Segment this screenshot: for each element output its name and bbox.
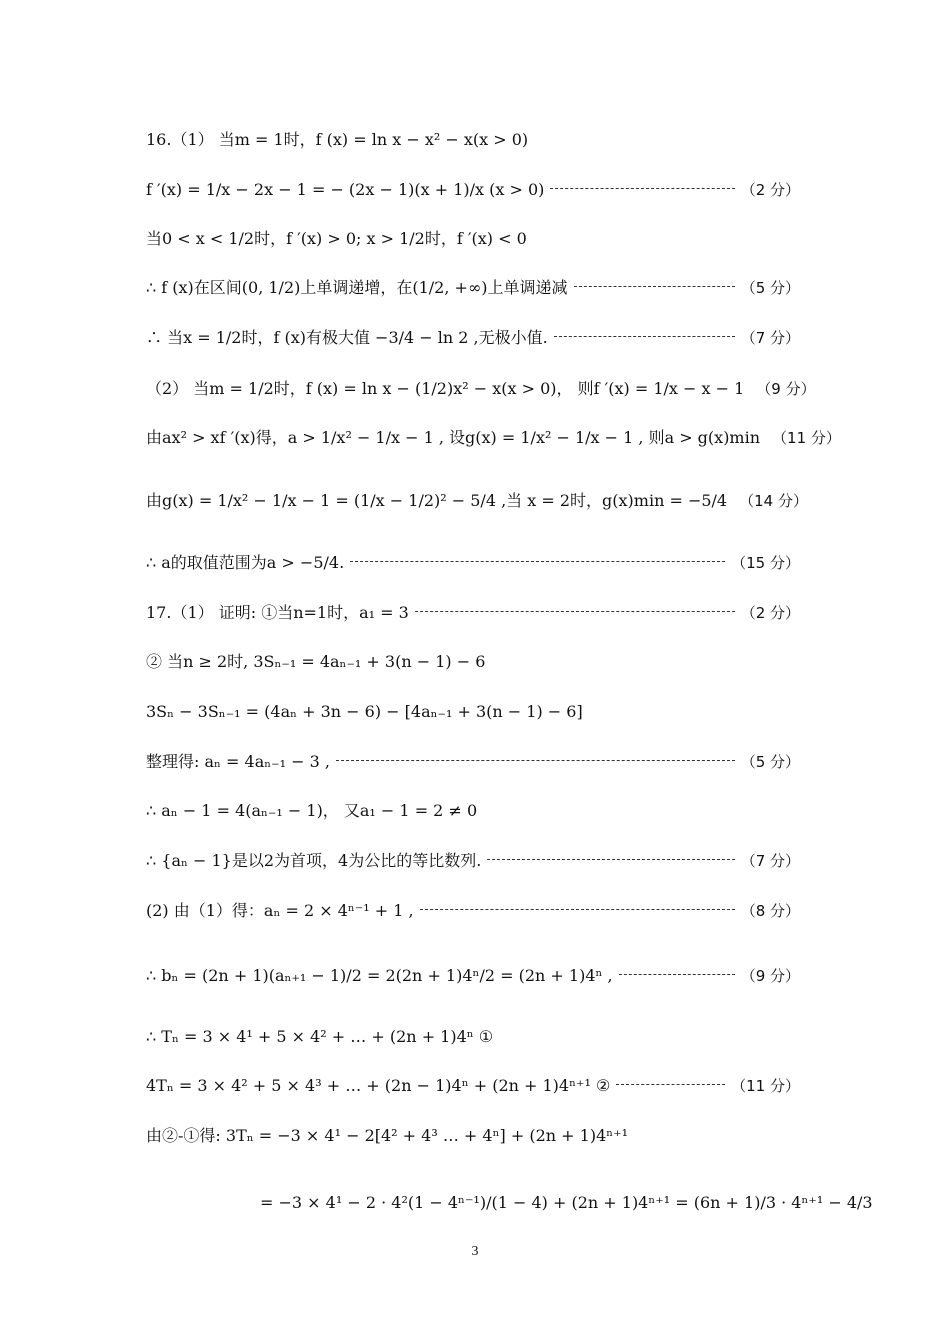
line-subtract — [146, 1126, 800, 1146]
line-text: ∴ f (x)在区间(0, 1/2)上单调递增，在(1/2, +∞)上单调递减 — [146, 278, 568, 297]
line-g-definition — [146, 428, 841, 448]
line-16-1-intro — [146, 130, 800, 150]
score-label: （9 分） — [756, 380, 816, 398]
line-text: 3Sₙ − 3Sₙ₋₁ = (4aₙ + 3n − 6) − [4aₙ₋₁ + 3(n − 1) − 6] — [146, 702, 583, 721]
line-text: ② 当n ≥ 2时, 3Sₙ₋₁ = 4aₙ₋₁ + 3(n − 1) − 6 — [146, 652, 486, 671]
line-a-range — [146, 553, 800, 573]
line-text: ∴ a的取值范围为a > −5/4. — [146, 553, 345, 572]
page-number: 3 — [471, 1244, 479, 1259]
score-label: （2 分） — [740, 604, 800, 622]
line-extremum — [146, 328, 800, 348]
dash-leader — [415, 611, 735, 612]
line-g-minimum — [146, 491, 808, 511]
line-derivative — [146, 180, 800, 200]
line-text: 4Tₙ = 3 × 4² + 5 × 4³ + … + (2n − 1)4ⁿ + (2n + 1)4ⁿ⁺¹ ② — [146, 1076, 611, 1095]
dash-leader — [550, 188, 734, 189]
line-text: ∴ {aₙ − 1}是以2为首项，4为公比的等比数列. — [146, 851, 482, 870]
line-text: 由g(x) = 1/x² − 1/x − 1 = (1/x − 1/2)² − 5/4 ,当 x = 2时，g(x)min = −5/4 — [146, 491, 728, 510]
score-label: （2 分） — [740, 181, 800, 199]
line-text: 16.（1） 当m = 1时，f (x) = ln x − x² − x(x > 0) — [146, 130, 529, 149]
line-text: ∴ bₙ = (2n + 1)(aₙ₊₁ − 1)/2 = 2(2n + 1)4ⁿ/2 = (2n + 1)4ⁿ , — [146, 966, 613, 985]
dash-leader — [619, 974, 735, 975]
score-label: （14 分） — [739, 492, 808, 510]
score-label: （5 分） — [740, 753, 800, 771]
score-label: （9 分） — [740, 967, 800, 985]
line-16-2-intro — [146, 379, 816, 399]
line-monotonicity — [146, 278, 800, 298]
dash-leader — [554, 336, 735, 337]
line-case-n2 — [146, 652, 800, 672]
line-final-result — [260, 1193, 873, 1213]
line-recurrence — [146, 801, 800, 821]
dash-leader — [574, 286, 735, 287]
dash-leader — [336, 760, 735, 761]
score-label: （8 分） — [740, 902, 800, 920]
line-text: ∴ aₙ − 1 = 4(aₙ₋₁ − 1)， 又a₁ − 1 = 2 ≠ 0 — [146, 801, 478, 820]
line-sign-analysis — [146, 229, 800, 249]
line-text: ∴ Tₙ = 3 × 4¹ + 5 × 4² + … + (2n + 1)4ⁿ ① — [146, 1027, 494, 1046]
dash-leader — [487, 859, 734, 860]
line-text: = −3 × 4¹ − 2 · 4²(1 − 4ⁿ⁻¹)/(1 − 4) + (2n + 1)4ⁿ⁺¹ = (6n + 1)/3 · 4ⁿ⁺¹ − 4/3 — [260, 1193, 873, 1212]
line-text: 整理得: aₙ = 4aₙ₋₁ − 3 , — [146, 752, 330, 771]
line-text: 17.（1） 证明: ①当n=1时，a₁ = 3 — [146, 603, 409, 622]
line-text: 由②-①得: 3Tₙ = −3 × 4¹ − 2[4² + 4³ … + 4ⁿ] + (2n + 1)4ⁿ⁺¹ — [146, 1126, 629, 1145]
line-text: （2） 当m = 1/2时，f (x) = ln x − (1/2)x² − x(x > 0)， 则f ′(x) = 1/x − x − 1 — [146, 379, 745, 398]
line-bn — [146, 966, 800, 986]
line-simplified — [146, 752, 800, 772]
score-label: （7 分） — [740, 852, 800, 870]
line-difference — [146, 702, 800, 722]
dash-leader — [616, 1084, 725, 1085]
score-label: （15 分） — [731, 554, 800, 572]
line-text: 由ax² > xf ′(x)得，a > 1/x² − 1/x − 1 , 设g(x) = 1/x² − 1/x − 1 , 则a > g(x)min — [146, 428, 761, 447]
line-17-1-proof — [146, 603, 800, 623]
line-text: f ′(x) = 1/x − 2x − 1 = − (2x − 1)(x + 1)/x (x > 0) — [146, 180, 545, 199]
line-text: (2) 由（1）得：aₙ = 2 × 4ⁿ⁻¹ + 1 , — [146, 901, 414, 920]
line-tn — [146, 1027, 800, 1047]
line-4tn — [146, 1076, 800, 1096]
line-geometric — [146, 851, 800, 871]
score-label: （11 分） — [772, 429, 841, 447]
line-text: 当0 < x < 1/2时，f ′(x) > 0; x > 1/2时，f ′(x) < 0 — [146, 229, 527, 248]
score-label: （11 分） — [731, 1077, 800, 1095]
line-text: ∴ 当x = 1/2时，f (x)有极大值 −3/4 − ln 2 ,无极小值. — [146, 328, 548, 347]
dash-leader — [350, 561, 725, 562]
dash-leader — [420, 909, 735, 910]
score-label: （5 分） — [740, 279, 800, 297]
score-label: （7 分） — [740, 329, 800, 347]
line-17-2-an — [146, 901, 800, 921]
